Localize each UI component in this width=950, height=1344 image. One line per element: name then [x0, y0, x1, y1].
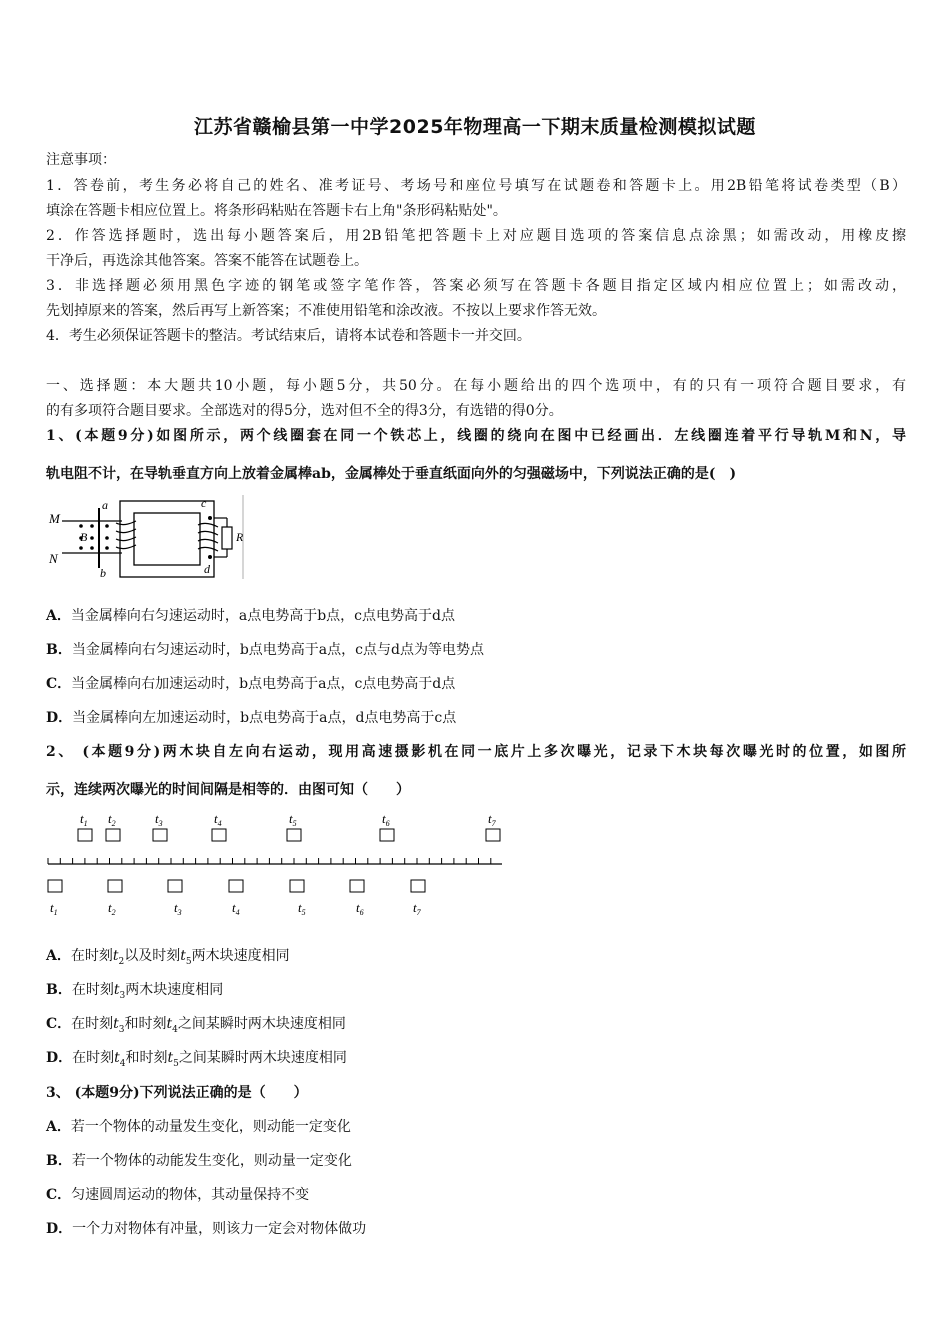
notice-line-4: 干净后，再选涂其他答案。答案不能答在试题卷上。: [46, 253, 368, 269]
top-time-label: $t_7$: [488, 811, 496, 828]
q2-option-d: [46, 1048, 347, 1074]
top-block: [78, 829, 92, 841]
label-M: M: [49, 511, 60, 526]
bottom-block: [168, 880, 182, 892]
bottom-block: [350, 880, 364, 892]
ruler-ticks: [48, 858, 491, 864]
option-letter: D．: [46, 1050, 73, 1066]
bottom-block: [290, 880, 304, 892]
top-time-label: $t_1$: [80, 811, 88, 828]
time-subscript: 4: [119, 1058, 126, 1069]
option-text-post: 两木块速度相同: [191, 948, 290, 964]
option-letter: B．: [46, 982, 72, 998]
section-line-1: 一、选择题：本大题共10小题，每小题5分，共50分。在每小题给出的四个选项中，有的只有一项符合题目要求，有: [46, 378, 906, 394]
bottom-time-label: $t_3$: [174, 900, 182, 917]
q1-option-d: [46, 708, 456, 728]
top-block: [212, 829, 226, 841]
left-coil: [116, 521, 136, 553]
q2-option-a: [46, 946, 290, 972]
option-text: 当金属棒向右匀速运动时，b点电势高于a点，c点与d点为等电势点: [71, 642, 484, 658]
option-text: 当金属棒向左加速运动时，b点电势高于a点，d点电势高于c点: [72, 710, 457, 726]
resistor-R: [222, 527, 232, 549]
option-letter: C．: [46, 1016, 72, 1032]
option-letter: A．: [46, 608, 71, 624]
q1-option-a: [46, 606, 455, 626]
q1-stem-line-2: 轨电阻不计，在导轨垂直方向上放着金属棒ab，金属棒处于垂直纸面向外的匀强磁场中，下列说法正确的是( ): [46, 466, 737, 482]
time-symbol: t: [113, 982, 120, 998]
notice-line-6: 先划掉原来的答案，然后再写上新答案；不准使用铅笔和涂改液。不按以上要求作答无效。: [46, 303, 606, 319]
option-letter: D．: [46, 1221, 73, 1237]
top-block: [153, 829, 167, 841]
bottom-time-label: $t_7$: [413, 900, 421, 917]
time-symbol: t: [114, 1050, 120, 1066]
label-d: d: [204, 562, 210, 576]
option-text-pre: 在时刻: [71, 982, 114, 998]
option-text-mid: 以及时刻: [124, 948, 181, 964]
q2-option-b: [46, 980, 223, 1006]
option-letter: A．: [46, 1119, 71, 1135]
q3-option-d: [46, 1219, 366, 1239]
option-text: 当金属棒向右加速运动时，b点电势高于a点，c点电势高于d点: [71, 676, 456, 692]
option-text-mid: 两木块速度相同: [125, 982, 224, 998]
q3-option-c: [46, 1185, 309, 1205]
top-time-label: $t_3$: [155, 811, 163, 828]
option-text-mid: 和时刻: [124, 1016, 167, 1032]
bottom-block: [229, 880, 243, 892]
time-subscript: 4: [172, 1024, 178, 1035]
bottom-block: [411, 880, 425, 892]
option-text-mid: 和时刻: [125, 1050, 168, 1066]
option-letter: B．: [46, 642, 72, 658]
notice-line-1: 1．答卷前，考生务必将自己的姓名、准考证号、考场号和座位号填写在试题卷和答题卡上。用2B铅笔将试卷类型（B）: [46, 178, 906, 194]
notice-line-3: 2．作答选择题时，选出每小题答案后，用2B铅笔把答题卡上对应题目选项的答案信息点涂黑；如需改动，用橡皮擦: [46, 228, 906, 244]
option-text: 匀速圆周运动的物体，其动量保持不变: [71, 1187, 310, 1203]
option-text-post: 之间某瞬时两木块速度相同: [177, 1016, 346, 1032]
label-N: N: [49, 551, 58, 566]
q1-transformer-figure: [44, 493, 249, 583]
q1-option-b: [46, 640, 484, 660]
time-symbol: t: [112, 948, 119, 964]
label-c: c: [201, 496, 207, 510]
time-subscript: 2: [118, 956, 125, 967]
time-subscript: 5: [173, 1058, 179, 1069]
bottom-block: [48, 880, 62, 892]
time-symbol: t: [167, 1050, 174, 1066]
option-text: 当金属棒向右匀速运动时，a点电势高于b点，c点电势高于d点: [70, 608, 455, 624]
top-time-label: $t_2$: [108, 811, 116, 828]
q1-stem-line-1: 1、(本题9分)如图所示，两个线圈套在同一个铁芯上，线圈的绕向在图中已经画出．左线圈连着平行导轨M和N，导: [46, 428, 906, 444]
q1-option-c: [46, 674, 455, 694]
q2-option-c: [46, 1014, 346, 1040]
top-time-label: $t_6$: [382, 811, 390, 828]
page-title: 江苏省赣榆县第一中学2025年物理高一下期末质量检测模拟试题: [194, 116, 756, 138]
option-letter: B．: [46, 1153, 72, 1169]
bottom-block-row: [48, 880, 425, 917]
option-text-pre: 在时刻: [72, 1050, 115, 1066]
label-B: B: [80, 530, 88, 544]
bottom-time-label: $t_4$: [232, 900, 240, 917]
top-time-label: $t_5$: [289, 811, 297, 828]
bottom-time-label: $t_1$: [50, 900, 58, 917]
notice-line-5: 3．非选择题必须用黑色字迹的钢笔或签字笔作答，答案必须写在答题卡各题目指定区域内相应位置上；如需改动，: [46, 278, 906, 294]
q2-stem-line-2: 示，连续两次曝光的时间间隔是相等的．由图可知（ ）: [46, 782, 410, 798]
top-block: [380, 829, 394, 841]
option-text: 若一个物体的动能发生变化，则动量一定变化: [71, 1153, 352, 1169]
option-letter: C．: [46, 1187, 72, 1203]
time-subscript: 5: [185, 956, 192, 967]
bottom-time-label: $t_5$: [298, 900, 306, 917]
section-line-2: 的有多项符合题目要求。全部选对的得5分，选对但不全的得3分，有选错的得0分。: [46, 403, 563, 419]
label-a: a: [102, 498, 108, 512]
time-subscript: 3: [118, 1024, 125, 1035]
bottom-time-label: $t_6$: [356, 900, 364, 917]
option-letter: D．: [46, 710, 73, 726]
time-subscript: 3: [119, 990, 126, 1001]
option-letter: A．: [46, 948, 71, 964]
q2-strobe-figure: [44, 808, 509, 920]
top-block: [287, 829, 301, 841]
time-symbol: t: [180, 948, 186, 964]
bottom-time-label: $t_2$: [108, 900, 116, 917]
option-letter: C．: [46, 676, 72, 692]
iron-core: [120, 501, 214, 577]
right-coil: [198, 523, 218, 551]
notice-line-2: 填涂在答题卡相应位置上。将条形码粘贴在答题卡右上角"条形码粘贴处"。: [46, 203, 507, 219]
option-text-pre: 在时刻: [71, 1016, 114, 1032]
bottom-block: [108, 880, 122, 892]
top-block: [106, 829, 120, 841]
time-symbol: t: [113, 1016, 119, 1032]
option-text: 一个力对物体有冲量，则该力一定会对物体做功: [72, 1221, 367, 1237]
q3-stem: 3、 (本题9分)下列说法正确的是（ ）: [46, 1085, 308, 1101]
top-block: [486, 829, 500, 841]
top-block-row: [78, 811, 500, 841]
top-time-label: $t_4$: [214, 811, 222, 828]
option-text-post: 之间某瞬时两木块速度相同: [178, 1050, 347, 1066]
option-text: 若一个物体的动量发生变化，则动能一定变化: [70, 1119, 351, 1135]
notice-heading: 注意事项：: [46, 152, 116, 168]
option-text-pre: 在时刻: [70, 948, 113, 964]
q3-option-a: [46, 1117, 351, 1137]
label-b: b: [100, 566, 106, 580]
q3-option-b: [46, 1151, 352, 1171]
time-symbol: t: [166, 1016, 173, 1032]
label-R: R: [236, 530, 244, 544]
notice-line-7: 4．考生必须保证答题卡的整洁。考试结束后，请将本试卷和答题卡一并交回。: [46, 328, 531, 344]
q2-stem-line-1: 2、 (本题9分)两木块自左向右运动，现用高速摄影机在同一底片上多次曝光，记录下木块每次曝光时的位置，如图所: [46, 744, 906, 760]
